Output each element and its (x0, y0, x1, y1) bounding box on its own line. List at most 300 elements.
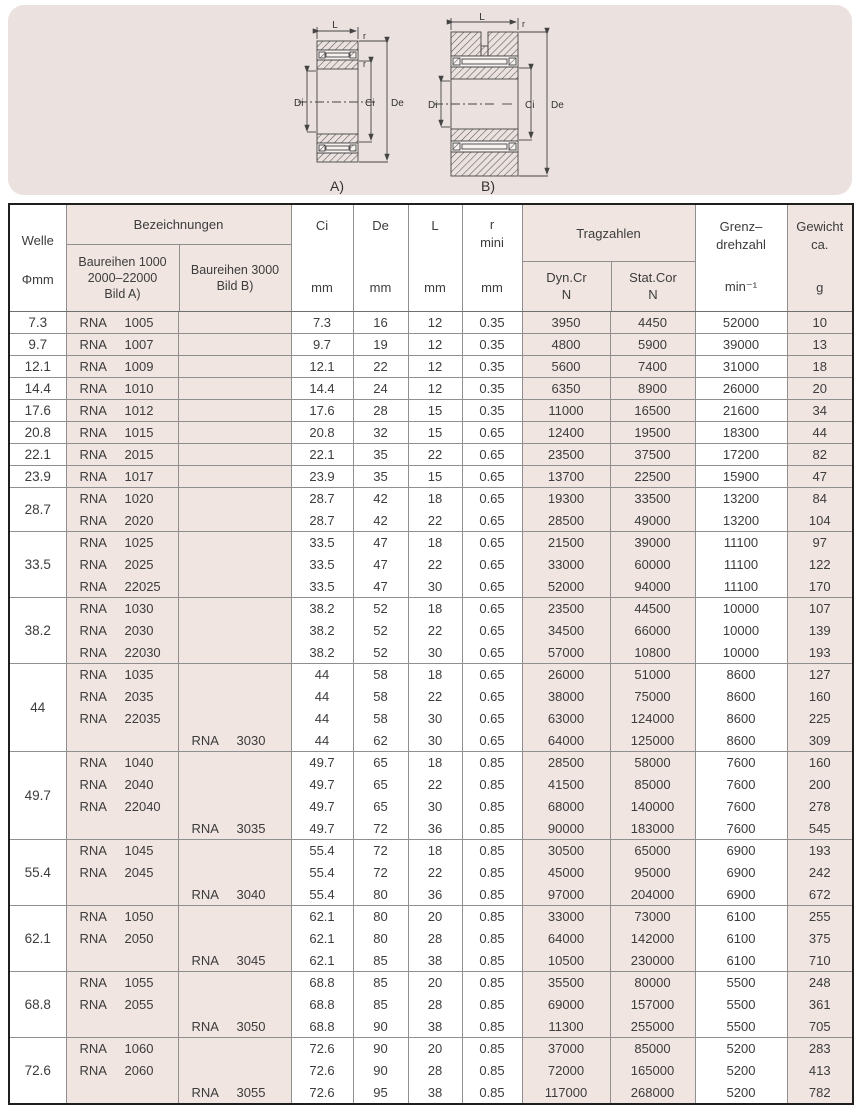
cell-de: 95 (353, 1082, 408, 1104)
cell-de: 72 (353, 818, 408, 840)
cell-r-mini: 0.65 (462, 620, 522, 642)
cell-de: 32 (353, 422, 408, 444)
cell-de: 24 (353, 378, 408, 400)
cell-dyn-cr: 11300 (522, 1016, 610, 1038)
cell-designation-a: RNA 1060 (66, 1038, 178, 1060)
cell-welle: 7.3 (9, 312, 66, 334)
cell-r-mini: 0.85 (462, 1038, 522, 1060)
cell-ci: 20.8 (291, 422, 353, 444)
header-dyn-cr: Dyn.Cr N (546, 269, 587, 302)
cell-designation-a: RNA 2030 (66, 620, 178, 642)
cell-de: 19 (353, 334, 408, 356)
cell-grenzdrehzahl: 5500 (695, 994, 787, 1016)
cell-de: 35 (353, 444, 408, 466)
cell-de: 85 (353, 994, 408, 1016)
cell-r-mini: 0.85 (462, 950, 522, 972)
cell-l: 12 (408, 378, 462, 400)
cell-dyn-cr: 34500 (522, 620, 610, 642)
cell-l: 38 (408, 1082, 462, 1104)
cell-dyn-cr: 35500 (522, 972, 610, 994)
cell-l: 18 (408, 488, 462, 510)
cell-stat-cor: 124000 (610, 708, 695, 730)
cell-designation-a: RNA 1017 (66, 466, 178, 488)
cell-l: 22 (408, 686, 462, 708)
cell-welle: 14.4 (9, 378, 66, 400)
cell-stat-cor: 85000 (610, 1038, 695, 1060)
cell-stat-cor: 10800 (610, 642, 695, 664)
cell-ci: 72.6 (291, 1038, 353, 1060)
cell-r-mini: 0.85 (462, 994, 522, 1016)
dim-label-r2: r (363, 59, 366, 69)
table-row (9, 884, 853, 906)
table-row (9, 972, 853, 994)
cell-gewicht: 122 (787, 554, 853, 576)
cell-gewicht: 44 (787, 422, 853, 444)
cell-dyn-cr: 57000 (522, 642, 610, 664)
cell-dyn-cr: 33000 (522, 554, 610, 576)
cell-l: 18 (408, 598, 462, 620)
cell-r-mini: 0.65 (462, 576, 522, 598)
cell-gewicht: 20 (787, 378, 853, 400)
cell-grenzdrehzahl: 10000 (695, 620, 787, 642)
cell-ci: 49.7 (291, 818, 353, 840)
cell-dyn-cr: 19300 (522, 488, 610, 510)
cell-designation-b: RNA 3045 (178, 950, 291, 972)
header-grenzdrehzahl: Grenz– drehzahl min⁻¹ (695, 204, 787, 312)
cell-designation-b (178, 1060, 291, 1082)
cell-stat-cor: 51000 (610, 664, 695, 686)
cell-dyn-cr: 45000 (522, 862, 610, 884)
cell-ci: 22.1 (291, 444, 353, 466)
table-row (9, 356, 853, 378)
cell-designation-a: RNA 1005 (66, 312, 178, 334)
cell-designation-b (178, 510, 291, 532)
cell-stat-cor: 94000 (610, 576, 695, 598)
cell-designation-a: RNA 2015 (66, 444, 178, 466)
cell-dyn-cr: 23500 (522, 598, 610, 620)
cell-dyn-cr: 72000 (522, 1060, 610, 1082)
cell-designation-a: RNA 1030 (66, 598, 178, 620)
cell-r-mini: 0.85 (462, 906, 522, 928)
table-row (9, 400, 853, 422)
cell-ci: 14.4 (291, 378, 353, 400)
cell-dyn-cr: 97000 (522, 884, 610, 906)
cell-designation-a (66, 1016, 178, 1038)
cell-r-mini: 0.65 (462, 730, 522, 752)
diagram-panel (8, 5, 852, 195)
cell-l: 22 (408, 774, 462, 796)
cell-r-mini: 0.85 (462, 818, 522, 840)
cell-grenzdrehzahl: 8600 (695, 730, 787, 752)
table-row (9, 466, 853, 488)
cell-de: 47 (353, 576, 408, 598)
cell-r-mini: 0.65 (462, 466, 522, 488)
cell-l: 36 (408, 884, 462, 906)
cell-gewicht: 242 (787, 862, 853, 884)
table-row (9, 774, 853, 796)
header-welle-unit: Φmm (21, 272, 54, 287)
cell-dyn-cr: 6350 (522, 378, 610, 400)
cell-ci: 49.7 (291, 774, 353, 796)
cell-l: 28 (408, 1060, 462, 1082)
cell-designation-a (66, 950, 178, 972)
header-bezeichnungen (66, 204, 291, 312)
cell-grenzdrehzahl: 8600 (695, 686, 787, 708)
cell-r-mini: 0.35 (462, 378, 522, 400)
cell-dyn-cr: 4800 (522, 334, 610, 356)
cell-dyn-cr: 117000 (522, 1082, 610, 1104)
cell-dyn-cr: 63000 (522, 708, 610, 730)
cell-r-mini: 0.65 (462, 510, 522, 532)
header-tragzahlen (522, 204, 695, 312)
header-ci: Ci mm (291, 204, 353, 312)
header-baureihe-a: Baureihen 1000 2000–22000 Bild A) (78, 254, 167, 302)
cell-grenzdrehzahl: 5200 (695, 1038, 787, 1060)
cell-ci: 28.7 (291, 510, 353, 532)
cell-grenzdrehzahl: 21600 (695, 400, 787, 422)
cell-ci: 62.1 (291, 950, 353, 972)
cell-stat-cor: 157000 (610, 994, 695, 1016)
cell-grenzdrehzahl: 17200 (695, 444, 787, 466)
dim-label-de: De (551, 100, 564, 111)
cell-l: 30 (408, 576, 462, 598)
table-row (9, 312, 853, 334)
cell-ci: 72.6 (291, 1060, 353, 1082)
table-row (9, 796, 853, 818)
cell-grenzdrehzahl: 8600 (695, 664, 787, 686)
cell-de: 42 (353, 488, 408, 510)
cell-designation-b (178, 774, 291, 796)
cell-stat-cor: 230000 (610, 950, 695, 972)
cell-designation-b (178, 422, 291, 444)
cell-gewicht: 672 (787, 884, 853, 906)
cell-gewicht: 361 (787, 994, 853, 1016)
cell-designation-b (178, 906, 291, 928)
cell-grenzdrehzahl: 6100 (695, 950, 787, 972)
cell-designation-b (178, 686, 291, 708)
cell-ci: 12.1 (291, 356, 353, 378)
cell-dyn-cr: 37000 (522, 1038, 610, 1060)
cell-gewicht: 710 (787, 950, 853, 972)
cell-de: 80 (353, 906, 408, 928)
cell-designation-a: RNA 1035 (66, 664, 178, 686)
cell-ci: 68.8 (291, 1016, 353, 1038)
bearing-diagram-a (290, 17, 420, 197)
cell-l: 12 (408, 356, 462, 378)
header-gewicht: Gewicht ca. g (787, 204, 853, 312)
cell-ci: 44 (291, 708, 353, 730)
table-row (9, 1016, 853, 1038)
cell-r-mini: 0.65 (462, 532, 522, 554)
cell-de: 28 (353, 400, 408, 422)
cell-stat-cor: 95000 (610, 862, 695, 884)
table-row (9, 642, 853, 664)
header-de: De mm (353, 204, 408, 312)
cell-designation-b (178, 554, 291, 576)
cell-grenzdrehzahl: 6900 (695, 862, 787, 884)
cell-ci: 44 (291, 730, 353, 752)
cell-designation-b: RNA 3055 (178, 1082, 291, 1104)
cell-designation-a: RNA 1010 (66, 378, 178, 400)
cell-l: 28 (408, 928, 462, 950)
cell-l: 12 (408, 312, 462, 334)
header-welle-label: Welle (21, 233, 54, 248)
cell-ci: 33.5 (291, 554, 353, 576)
cell-r-mini: 0.65 (462, 444, 522, 466)
cell-designation-a: RNA 2020 (66, 510, 178, 532)
cell-designation-a: RNA 2045 (66, 862, 178, 884)
table-row (9, 1038, 853, 1060)
cell-de: 62 (353, 730, 408, 752)
cell-designation-a: RNA 1050 (66, 906, 178, 928)
cell-gewicht: 255 (787, 906, 853, 928)
cell-de: 58 (353, 708, 408, 730)
cell-ci: 9.7 (291, 334, 353, 356)
cell-l: 18 (408, 752, 462, 774)
diagram-a-caption: A) (330, 178, 344, 194)
cell-ci: 62.1 (291, 906, 353, 928)
cell-ci: 49.7 (291, 752, 353, 774)
cell-stat-cor: 22500 (610, 466, 695, 488)
cell-designation-b (178, 642, 291, 664)
cell-stat-cor: 44500 (610, 598, 695, 620)
cell-stat-cor: 8900 (610, 378, 695, 400)
cell-designation-a: RNA 22025 (66, 576, 178, 598)
cell-gewicht: 225 (787, 708, 853, 730)
table-row (9, 928, 853, 950)
cell-stat-cor: 58000 (610, 752, 695, 774)
cell-stat-cor: 142000 (610, 928, 695, 950)
dim-label-ci: Ci (365, 98, 375, 109)
cell-dyn-cr: 90000 (522, 818, 610, 840)
cell-grenzdrehzahl: 5500 (695, 972, 787, 994)
cell-stat-cor: 140000 (610, 796, 695, 818)
cell-de: 52 (353, 642, 408, 664)
table-row (9, 554, 853, 576)
cell-ci: 55.4 (291, 884, 353, 906)
cell-grenzdrehzahl: 31000 (695, 356, 787, 378)
cell-grenzdrehzahl: 52000 (695, 312, 787, 334)
cell-designation-b (178, 334, 291, 356)
cell-de: 85 (353, 950, 408, 972)
cell-gewicht: 309 (787, 730, 853, 752)
cell-gewicht: 104 (787, 510, 853, 532)
table-row (9, 510, 853, 532)
cell-r-mini: 0.85 (462, 928, 522, 950)
cell-welle: 55.4 (9, 840, 66, 906)
cell-stat-cor: 183000 (610, 818, 695, 840)
cell-welle: 49.7 (9, 752, 66, 840)
cell-designation-a: RNA 2025 (66, 554, 178, 576)
cell-de: 22 (353, 356, 408, 378)
cell-designation-b (178, 598, 291, 620)
cell-de: 72 (353, 862, 408, 884)
cell-designation-b (178, 378, 291, 400)
cell-dyn-cr: 23500 (522, 444, 610, 466)
cell-grenzdrehzahl: 7600 (695, 818, 787, 840)
cell-ci: 55.4 (291, 840, 353, 862)
cell-designation-b (178, 532, 291, 554)
cell-designation-a: RNA 1020 (66, 488, 178, 510)
cell-gewicht: 10 (787, 312, 853, 334)
cell-designation-b (178, 840, 291, 862)
cell-stat-cor: 165000 (610, 1060, 695, 1082)
cell-designation-b (178, 1038, 291, 1060)
cell-stat-cor: 255000 (610, 1016, 695, 1038)
cell-designation-b (178, 400, 291, 422)
cell-designation-a: RNA 1015 (66, 422, 178, 444)
cell-welle: 23.9 (9, 466, 66, 488)
cell-grenzdrehzahl: 15900 (695, 466, 787, 488)
cell-designation-b (178, 356, 291, 378)
table-row (9, 818, 853, 840)
cell-l: 18 (408, 532, 462, 554)
cell-l: 22 (408, 862, 462, 884)
cell-de: 52 (353, 598, 408, 620)
cell-dyn-cr: 30500 (522, 840, 610, 862)
cell-designation-a (66, 818, 178, 840)
cell-gewicht: 82 (787, 444, 853, 466)
cell-ci: 68.8 (291, 972, 353, 994)
cell-gewicht: 18 (787, 356, 853, 378)
cell-l: 20 (408, 906, 462, 928)
cell-l: 22 (408, 554, 462, 576)
cell-gewicht: 97 (787, 532, 853, 554)
cell-de: 35 (353, 466, 408, 488)
cell-grenzdrehzahl: 11100 (695, 532, 787, 554)
cell-l: 22 (408, 444, 462, 466)
cell-ci: 23.9 (291, 466, 353, 488)
cell-gewicht: 139 (787, 620, 853, 642)
table-row (9, 378, 853, 400)
dim-label-de: De (391, 98, 404, 109)
cell-r-mini: 0.65 (462, 422, 522, 444)
dim-label-ci: Ci (525, 100, 535, 111)
table-row (9, 488, 853, 510)
cell-designation-b (178, 466, 291, 488)
cell-stat-cor: 65000 (610, 840, 695, 862)
cell-r-mini: 0.85 (462, 884, 522, 906)
cell-grenzdrehzahl: 18300 (695, 422, 787, 444)
cell-de: 65 (353, 774, 408, 796)
cell-welle: 17.6 (9, 400, 66, 422)
cell-designation-a (66, 884, 178, 906)
cell-designation-b: RNA 3030 (178, 730, 291, 752)
cell-l: 15 (408, 400, 462, 422)
cell-stat-cor: 37500 (610, 444, 695, 466)
cell-gewicht: 193 (787, 642, 853, 664)
cell-r-mini: 0.85 (462, 972, 522, 994)
cell-r-mini: 0.65 (462, 664, 522, 686)
cell-designation-b: RNA 3035 (178, 818, 291, 840)
cell-designation-a: RNA 22030 (66, 642, 178, 664)
header-l: L mm (408, 204, 462, 312)
table-row (9, 950, 853, 972)
cell-r-mini: 0.85 (462, 862, 522, 884)
cell-de: 72 (353, 840, 408, 862)
cell-stat-cor: 16500 (610, 400, 695, 422)
cell-l: 18 (408, 664, 462, 686)
cell-r-mini: 0.85 (462, 752, 522, 774)
cell-dyn-cr: 64000 (522, 730, 610, 752)
cell-grenzdrehzahl: 7600 (695, 752, 787, 774)
cell-welle: 38.2 (9, 598, 66, 664)
cell-dyn-cr: 21500 (522, 532, 610, 554)
cell-grenzdrehzahl: 8600 (695, 708, 787, 730)
cell-r-mini: 0.65 (462, 642, 522, 664)
cell-stat-cor: 5900 (610, 334, 695, 356)
cell-stat-cor: 4450 (610, 312, 695, 334)
header-baureihe-b: Baureihen 3000 Bild B) (179, 245, 291, 311)
cell-welle: 62.1 (9, 906, 66, 972)
table-row (9, 334, 853, 356)
cell-designation-a: RNA 1007 (66, 334, 178, 356)
table-row (9, 1082, 853, 1104)
cell-l: 28 (408, 994, 462, 1016)
table-row (9, 664, 853, 686)
cell-grenzdrehzahl: 13200 (695, 488, 787, 510)
cell-gewicht: 170 (787, 576, 853, 598)
cell-welle: 9.7 (9, 334, 66, 356)
cell-l: 30 (408, 708, 462, 730)
cell-designation-a: RNA 1009 (66, 356, 178, 378)
cell-ci: 17.6 (291, 400, 353, 422)
cell-dyn-cr: 28500 (522, 510, 610, 532)
cell-r-mini: 0.65 (462, 488, 522, 510)
table-row (9, 598, 853, 620)
cell-de: 52 (353, 620, 408, 642)
cell-designation-a: RNA 1012 (66, 400, 178, 422)
cell-grenzdrehzahl: 7600 (695, 796, 787, 818)
cell-designation-b (178, 928, 291, 950)
cell-r-mini: 0.85 (462, 1016, 522, 1038)
cell-gewicht: 782 (787, 1082, 853, 1104)
cell-gewicht: 413 (787, 1060, 853, 1082)
cell-stat-cor: 19500 (610, 422, 695, 444)
cell-dyn-cr: 11000 (522, 400, 610, 422)
cell-grenzdrehzahl: 6900 (695, 884, 787, 906)
cell-r-mini: 0.35 (462, 356, 522, 378)
cell-ci: 38.2 (291, 598, 353, 620)
table-row (9, 708, 853, 730)
cell-de: 58 (353, 686, 408, 708)
cell-designation-a: RNA 22040 (66, 796, 178, 818)
table-row (9, 840, 853, 862)
cell-gewicht: 283 (787, 1038, 853, 1060)
cell-r-mini: 0.65 (462, 686, 522, 708)
table-row (9, 686, 853, 708)
table-row (9, 906, 853, 928)
cell-dyn-cr: 64000 (522, 928, 610, 950)
cell-r-mini: 0.35 (462, 400, 522, 422)
cell-dyn-cr: 10500 (522, 950, 610, 972)
cell-ci: 55.4 (291, 862, 353, 884)
table-header-row (9, 204, 853, 312)
cell-l: 30 (408, 796, 462, 818)
cell-ci: 33.5 (291, 576, 353, 598)
cell-l: 12 (408, 334, 462, 356)
dim-label-r: r (522, 19, 525, 29)
cell-l: 18 (408, 840, 462, 862)
cell-de: 47 (353, 554, 408, 576)
cell-grenzdrehzahl: 5200 (695, 1082, 787, 1104)
cell-ci: 28.7 (291, 488, 353, 510)
cell-l: 15 (408, 466, 462, 488)
cell-designation-a (66, 1082, 178, 1104)
bearing-spec-table (8, 203, 854, 1105)
cell-dyn-cr: 69000 (522, 994, 610, 1016)
table-row (9, 444, 853, 466)
